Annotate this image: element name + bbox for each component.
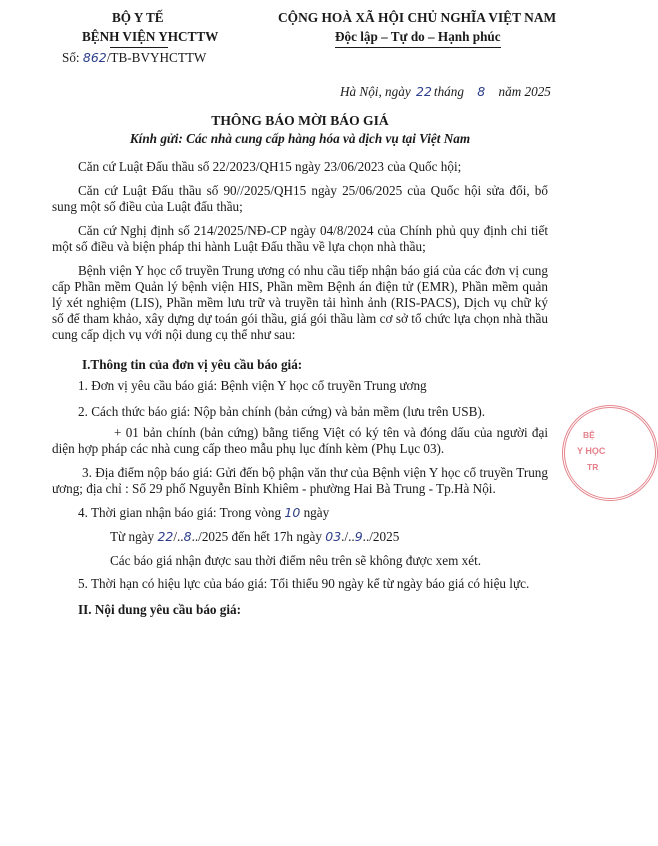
item-validity-period: 5. Thời hạn có hiệu lực của báo giá: Tối thiểu 90 ngày kể từ ngày báo giá có hiệu lực. xyxy=(78,576,530,591)
national-motto: Độc lập – Tự do – Hạnh phúc xyxy=(335,29,501,44)
item-receiving-period xyxy=(78,505,329,521)
item-submission-method: 2. Cách thức báo giá: Nộp bản chính (bản cứng) và bản mềm (lưu trên USB). xyxy=(78,404,486,419)
period-suffix: ngày xyxy=(303,505,330,520)
number-handwritten: 862 xyxy=(82,50,107,65)
number-suffix: /TB-BVYHCTTW xyxy=(106,50,207,65)
basis-paragraph: Căn cứ Luật Đấu thầu số 22/2023/QH15 ngày 23/06/2023 của Quốc hội; xyxy=(78,159,462,174)
late-submission-note: Các báo giá nhận được sau thời điểm nêu trên sẽ không được xem xét. xyxy=(110,553,482,568)
item-submission-address: 3. Địa điểm nộp báo giá: Gửi đến bộ phận văn thư của Bệnh viện Y học cổ truyền Trung ương; địa chỉ : Số 29 phố Nguyễn Bỉnh Khiêm - phường Hai Bà Trung - Tp.Hà Nội. xyxy=(52,465,548,496)
country-name: CỘNG HOÀ XÃ HỘI CHỦ NGHĨA VIỆT NAM xyxy=(278,10,557,25)
recipient-line: Kính gửi: Các nhà cung cấp hàng hóa và dịch vụ tại Việt Nam xyxy=(129,131,471,146)
stamp-text: Y HỌC xyxy=(577,446,606,456)
period-days-handwritten: 10 xyxy=(284,505,301,520)
stamp-text: BỆ xyxy=(583,430,595,440)
document-number xyxy=(62,50,206,66)
item-requesting-unit: 1. Đơn vị yêu cầu báo giá: Bệnh viện Y học cổ truyền Trung ương xyxy=(78,378,427,393)
issue-date xyxy=(340,84,551,100)
section-1-heading: I.Thông tin của đơn vị yêu cầu báo giá: xyxy=(82,357,303,372)
request-paragraph: Bệnh viện Y học cổ truyền Trung ương có nhu cầu tiếp nhận báo giá của các đơn vị cung cấp Phần mềm Quản lý bệnh viện HIS, Phần mềm Bệnh án điện tử (EMR), Phần mềm quản lý xét nghiệm (LIS), Phần mềm lưu trữ và truyền tải hình ảnh (RIS-PACS), Dịch vụ chữ ký số để tham khảo, xây dựng dự toán gói thầu, giá gói thầu làm cơ sở tổ chức lựa chọn nhà thầu cung cấp dịch vụ với nội dung cụ thể như sau: xyxy=(52,263,548,342)
item-original-copy-note: + 01 bản chính (bản cứng) bằng tiếng Việt có ký tên và đóng dấu của người đại diện hợp pháp các nhà cung cấp theo mẫu phụ lục đính kèm (Phụ Lục 03). xyxy=(52,425,548,456)
section-2-heading: II. Nội dung yêu cầu báo giá: xyxy=(78,602,242,617)
from-year: /2025 đến hết 17h ngày xyxy=(198,529,322,544)
period-prefix: 4. Thời gian nhận báo giá: Trong vòng xyxy=(78,505,282,520)
hospital-underline xyxy=(110,47,168,48)
official-stamp-seal xyxy=(562,405,658,501)
motto-underline xyxy=(335,47,501,48)
ministry-name: BỘ Y TẾ xyxy=(112,10,164,25)
document-title: THÔNG BÁO MỜI BÁO GIÁ xyxy=(211,113,389,128)
period-date-range: Từ ngày 22/..8../2025 đến hết 17h ngày 03./..9../2025 xyxy=(110,529,400,544)
stamp-text: TR xyxy=(587,462,599,472)
date-month-handwritten: 8 xyxy=(477,84,486,99)
date-place: Hà Nội, ngày xyxy=(340,84,411,99)
from-day-handwritten: 22 xyxy=(157,529,174,544)
from-label: Từ ngày xyxy=(110,529,155,544)
date-year: năm 2025 xyxy=(498,84,551,99)
basis-paragraph: Căn cứ Nghị định số 214/2025/NĐ-CP ngày 04/8/2024 của Chính phủ quy định chi tiết một số điều và biện pháp thi hành Luật Đấu thầu về lựa chọn nhà thầu; xyxy=(52,223,548,254)
date-month-label: tháng xyxy=(433,84,464,99)
to-month-handwritten: 9 xyxy=(354,529,363,544)
to-day-handwritten: 03 xyxy=(325,529,342,544)
date-day-handwritten: 22 xyxy=(416,84,432,99)
hospital-name: BỆNH VIỆN YHCTTW xyxy=(82,29,219,44)
number-prefix: Số: xyxy=(62,50,80,65)
basis-paragraph: Căn cứ Luật Đấu thầu số 90//2025/QH15 ngày 25/06/2025 của Quốc hội sửa đổi, bổ sung một số điều của Luật đấu thầu; xyxy=(52,183,548,214)
from-month-handwritten: 8 xyxy=(183,529,192,544)
to-year: /2025 xyxy=(369,529,400,544)
